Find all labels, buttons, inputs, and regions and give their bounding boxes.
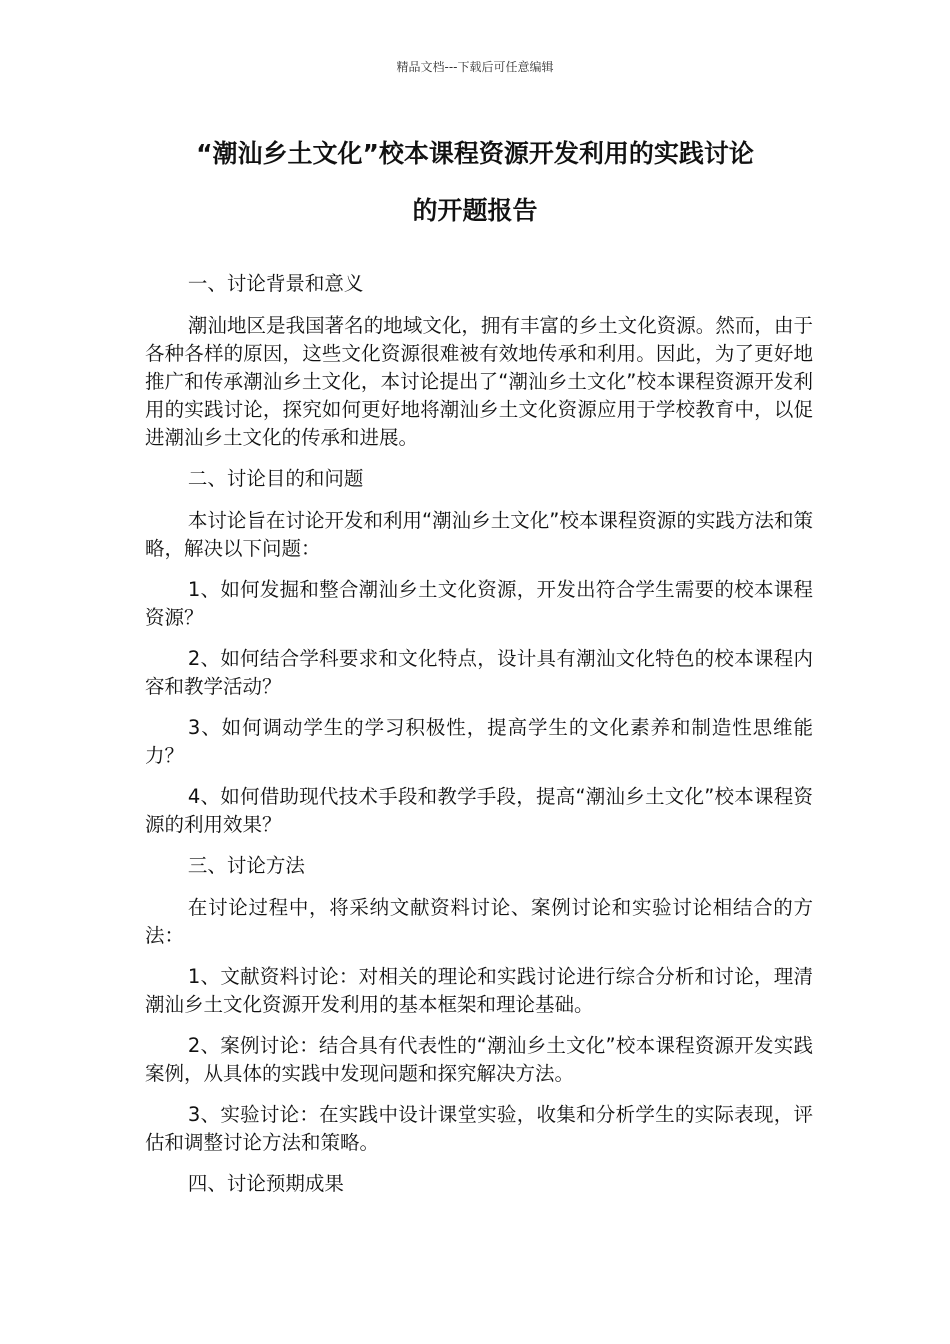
method-item-3: 3、实验讨论：在实践中设计课堂实验，收集和分析学生的实际表现，评估和调整讨论方法和策略。 (145, 1103, 813, 1154)
paragraph-purpose: 本讨论旨在讨论开发和利用“潮汕乡土文化”校本课程资源的实践方法和策略，解决以下问题： (145, 509, 813, 560)
question-item-4: 4、如何借助现代技术手段和教学手段，提高“潮汕乡土文化”校本课程资源的利用效果？ (145, 785, 813, 836)
section-heading-background: 一、讨论背景和意义 (187, 272, 364, 295)
method-item-2: 2、案例讨论：结合具有代表性的“潮汕乡土文化”校本课程资源开发实践案例，从具体的实践中发现问题和探究解决方法。 (145, 1034, 813, 1085)
document-title-line-2: 的开题报告 (412, 196, 538, 225)
section-heading-outcomes: 四、讨论预期成果 (187, 1172, 344, 1195)
section-heading-purpose: 二、讨论目的和问题 (187, 467, 364, 490)
section-heading-methods: 三、讨论方法 (187, 854, 305, 877)
document-title-line-1: “潮汕乡土文化”校本课程资源开发利用的实践讨论 (196, 139, 754, 168)
paragraph-methods: 在讨论过程中，将采纳文献资料讨论、案例讨论和实验讨论相结合的方法： (145, 896, 813, 947)
document-body (145, 270, 813, 1212)
question-item-3: 3、如何调动学生的学习积极性，提高学生的文化素养和制造性思维能力？ (145, 716, 813, 767)
method-item-1: 1、文献资料讨论：对相关的理论和实践讨论进行综合分析和讨论，理清潮汕乡土文化资源开发利用的基本框架和理论基础。 (145, 965, 813, 1016)
question-item-2: 2、如何结合学科要求和文化特点，设计具有潮汕文化特色的校本课程内容和教学活动？ (145, 647, 813, 698)
header-note: 精品文档---下载后可任意编辑 (396, 60, 554, 74)
question-item-1: 1、如何发掘和整合潮汕乡土文化资源，开发出符合学生需要的校本课程资源？ (145, 578, 813, 629)
paragraph-background: 潮汕地区是我国著名的地域文化，拥有丰富的乡土文化资源。然而，由于各种各样的原因，这些文化资源很难被有效地传承和利用。因此，为了更好地推广和传承潮汕乡土文化，本讨论提出了“潮汕乡土文化”校本课程资源开发利用的实践讨论，探究如何更好地将潮汕乡土文化资源应用于学校教育中，以促进潮汕乡土文化的传承和进展。 (145, 314, 813, 449)
